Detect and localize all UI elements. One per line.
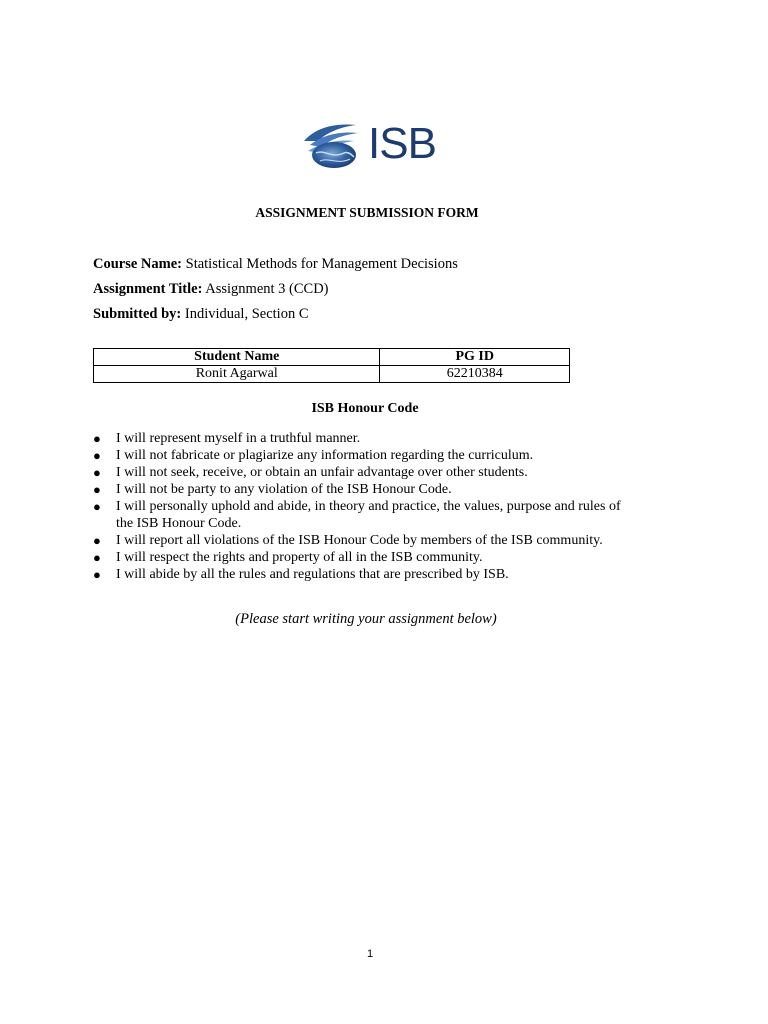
list-item-text: I will report all violations of the ISB Honour Code by members of the ISB community. [116, 533, 603, 548]
student-table [93, 348, 570, 383]
logo-text: ISB [368, 119, 436, 168]
bullet-icon: ● [93, 482, 101, 497]
list-item-text: I will represent myself in a truthful manner. [116, 431, 361, 446]
list-item-text: I will not be party to any violation of the ISB Honour Code. [116, 482, 452, 497]
bullet-icon: ● [93, 567, 101, 582]
assignment-title-field [93, 281, 329, 298]
list-item [93, 447, 633, 464]
list-item [93, 549, 633, 566]
isb-bird-globe-icon [300, 119, 362, 169]
bullet-icon: ● [93, 499, 101, 514]
list-item-text: I will not seek, receive, or obtain an unfair advantage over other students. [116, 465, 528, 480]
list-item-text: I will personally uphold and abide, in theory and practice, the values, purpose and rules of the ISB Honour Code. [116, 499, 621, 531]
list-item [93, 566, 633, 583]
isb-logo [300, 118, 440, 170]
bullet-icon: ● [93, 550, 101, 565]
student-name-cell: Ronit Agarwal [94, 366, 380, 383]
list-item [93, 464, 633, 481]
assignment-title-label: Assignment Title: [93, 281, 203, 297]
list-item [93, 498, 633, 532]
honour-code-list [93, 430, 633, 583]
bullet-icon: ● [93, 533, 101, 548]
submitted-by-value: Individual, Section C [181, 306, 309, 322]
page-number: 1 [366, 948, 374, 960]
bullet-icon: ● [93, 431, 101, 446]
list-item-text: I will respect the rights and property of all in the ISB community. [116, 550, 483, 565]
course-name-value: Statistical Methods for Management Decisions [182, 256, 458, 272]
instruction-note: (Please start writing your assignment below) [235, 611, 497, 627]
submitted-by-label: Submitted by: [93, 306, 182, 322]
list-item [93, 481, 633, 498]
bullet-icon: ● [93, 465, 101, 480]
pg-id-header: PG ID [380, 349, 570, 366]
table-header-row [94, 349, 570, 366]
list-item-text: I will not fabricate or plagiarize any information regarding the curriculum. [116, 448, 534, 463]
bullet-icon: ● [93, 448, 101, 463]
course-name-label: Course Name: [93, 256, 182, 272]
assignment-title-value: Assignment 3 (CCD) [202, 281, 329, 297]
list-item-text: I will abide by all the rules and regulations that are prescribed by ISB. [116, 567, 509, 582]
honour-code-title: ISB Honour Code [311, 401, 419, 416]
pg-id-cell: 62210384 [380, 366, 570, 383]
form-title: ASSIGNMENT SUBMISSION FORM [255, 205, 479, 220]
course-name-field [93, 256, 458, 273]
table-row [94, 366, 570, 383]
list-item [93, 532, 633, 549]
submitted-by-field [93, 306, 309, 323]
student-name-header: Student Name [94, 349, 380, 366]
list-item [93, 430, 633, 447]
